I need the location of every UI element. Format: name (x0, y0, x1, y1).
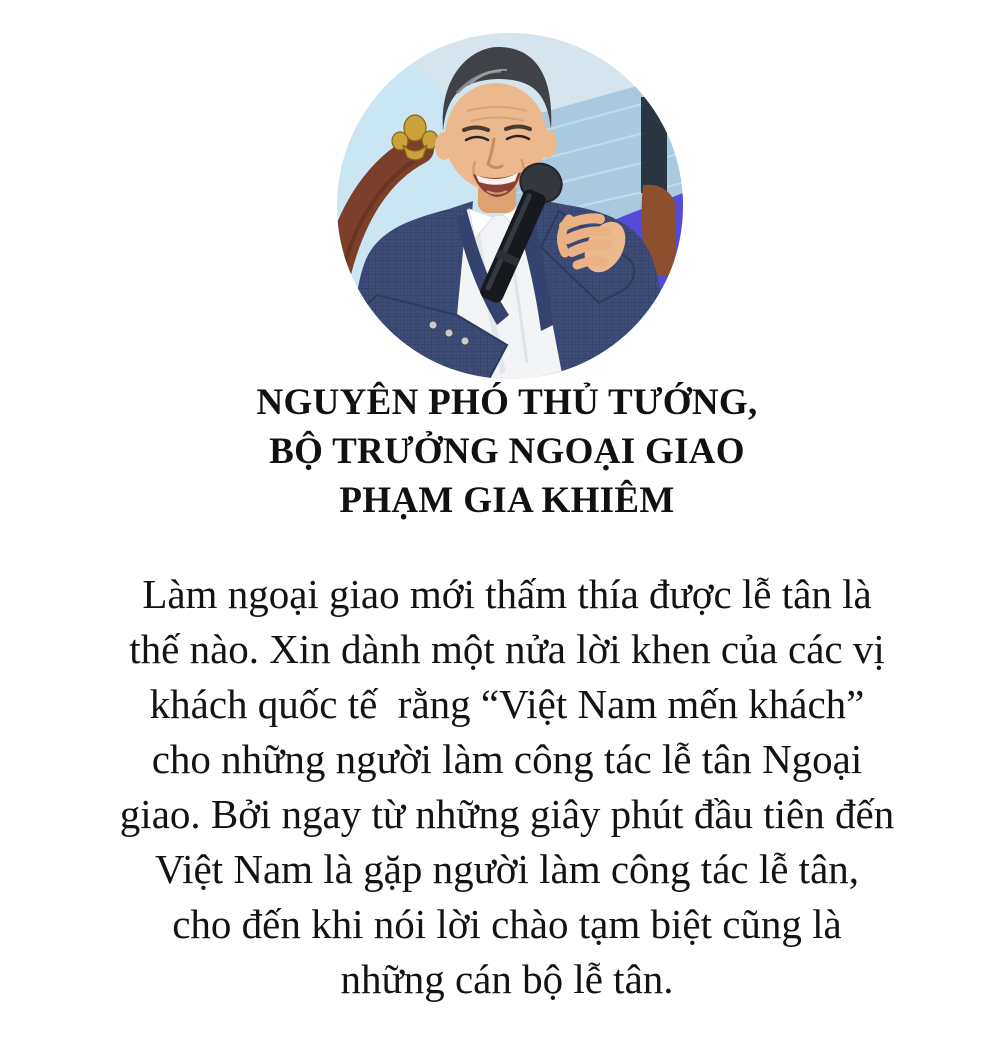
quote-line: cho đến khi nói lời chào tạm biệt cũng là (172, 901, 842, 947)
portrait-illustration (337, 33, 683, 379)
quote-text (7, 567, 1000, 1007)
quote-line: những cán bộ lễ tân. (340, 956, 674, 1002)
speaker-name: PHẠM GIA KHIÊM (339, 480, 675, 521)
dark-slab (641, 97, 667, 193)
speaker-title (7, 378, 1000, 525)
quote-line: giao. Bởi ngay từ những giây phút đầu tiên đến (119, 791, 895, 837)
quote-line: Làm ngoại giao mới thấm thía được lễ tân là (142, 571, 872, 617)
quote-line: cho những người làm công tác lễ tân Ngoại (151, 736, 863, 782)
quote-line: khách quốc tế rằng “Việt Nam mến khách” (149, 681, 865, 727)
portrait-photo (337, 33, 683, 379)
speaker-title-line: NGUYÊN PHÓ THỦ TƯỚNG, (256, 382, 758, 423)
speaker-title-line: BỘ TRƯỞNG NGOẠI GIAO (269, 431, 745, 472)
quote-line: Việt Nam là gặp người làm công tác lễ tân, (154, 846, 860, 892)
quote-line: thế nào. Xin dành một nửa lời khen của các vị (129, 626, 885, 672)
